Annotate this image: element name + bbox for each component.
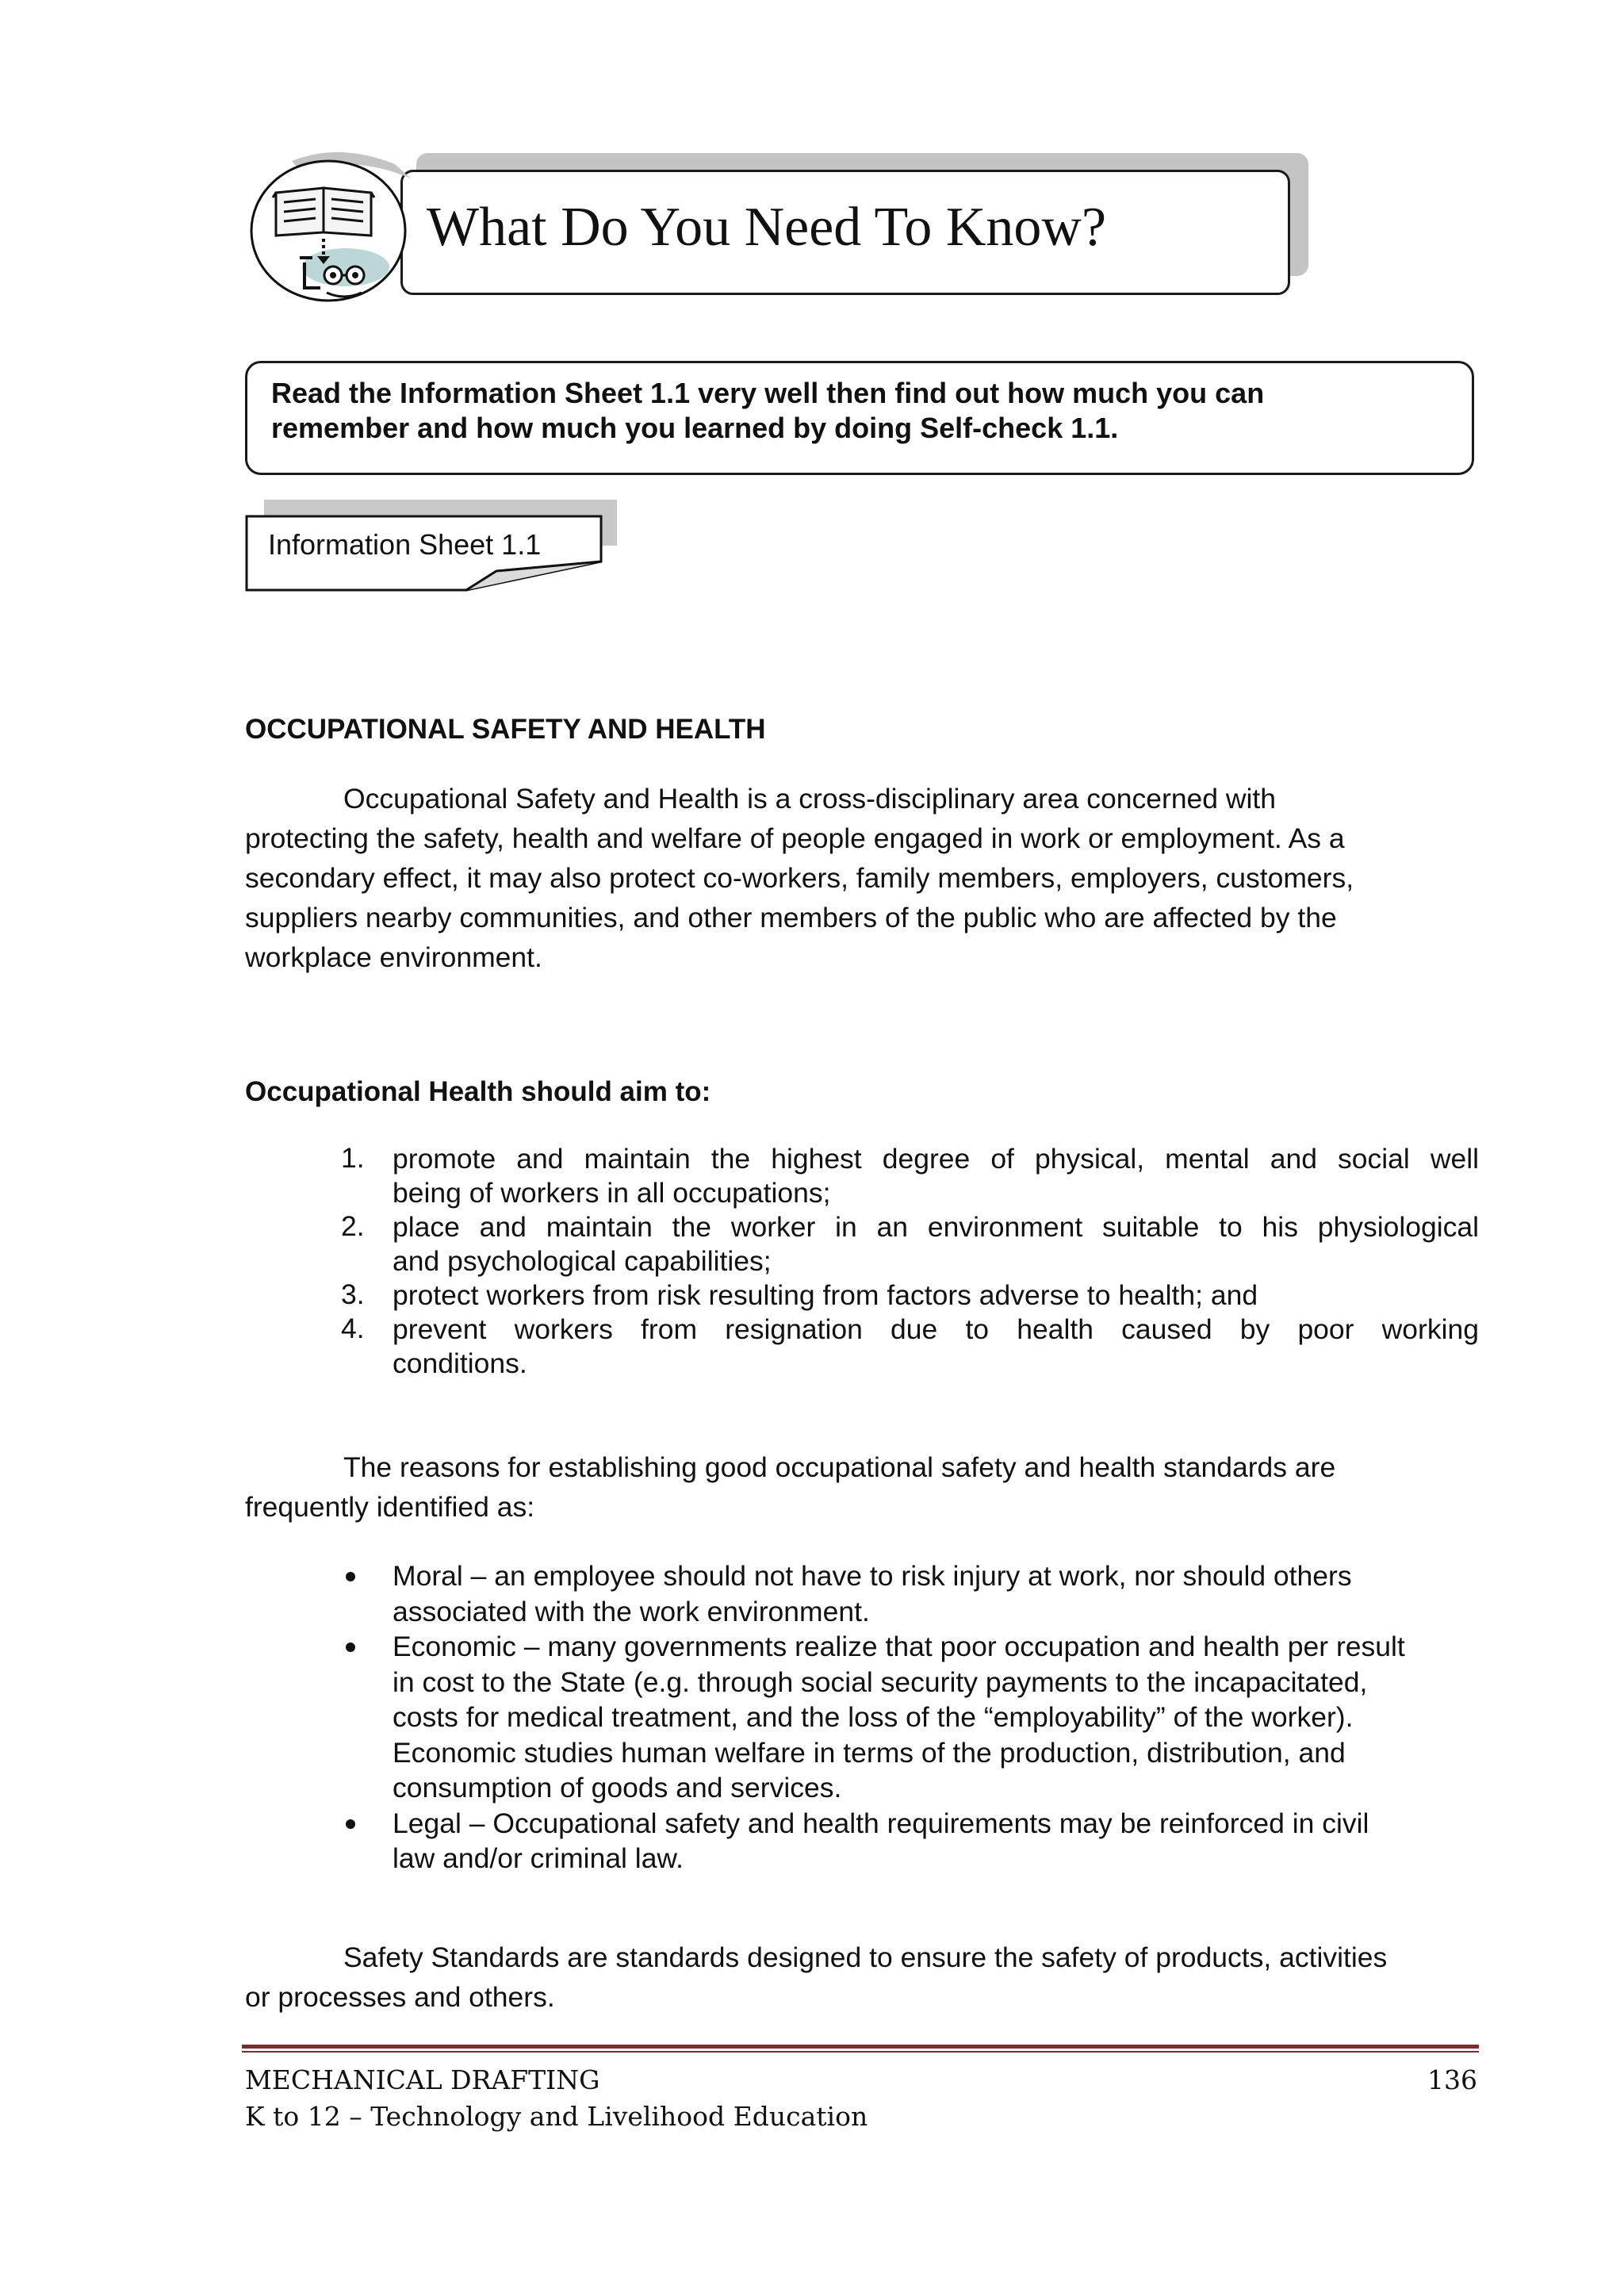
- list-number: 1.: [341, 1142, 365, 1174]
- page-title: What Do You Need To Know?: [427, 197, 1107, 258]
- paragraph-line: frequently identified as:: [245, 1491, 535, 1523]
- info-sheet-label: Information Sheet 1.1: [268, 528, 542, 561]
- aims-list: [341, 1142, 1479, 1381]
- list-line: being of workers in all occupations;: [393, 1177, 831, 1209]
- list-line: prevent workers from resignation due to health caused by poor working: [393, 1313, 1479, 1345]
- list-line: protect workers from risk resulting from factors adverse to health; and: [393, 1279, 1258, 1311]
- list-line: place and maintain the worker in an environment suitable to his physiological: [393, 1211, 1479, 1243]
- list-item: [341, 1142, 1479, 1210]
- instruction-line: Read the Information Sheet 1.1 very well then find out how much you can: [271, 377, 1265, 409]
- paragraph-line: secondary effect, it may also protect co-workers, family members, employers, customers,: [245, 862, 1354, 894]
- list-line: promote and maintain the highest degree of physical, mental and social well: [393, 1143, 1479, 1175]
- list-line: costs for medical treatment, and the loss of the “employability” of the worker).: [393, 1701, 1354, 1733]
- list-item: [341, 1558, 1483, 1629]
- list-item: [341, 1806, 1483, 1876]
- bullet-icon: [346, 1642, 355, 1652]
- footer-rule-thin: [242, 2051, 1479, 2053]
- page-number: 136: [1427, 2064, 1477, 2095]
- reasons-list: [341, 1558, 1483, 1876]
- footer-rule: [242, 2045, 1479, 2049]
- list-item: [341, 1313, 1479, 1381]
- aims-heading: Occupational Health should aim to:: [245, 1076, 711, 1107]
- list-number: 2.: [341, 1210, 365, 1242]
- list-line: Legal – Occupational safety and health requirements may be reinforced in civil: [393, 1807, 1369, 1839]
- reasons-paragraph: [245, 1447, 1482, 1527]
- paragraph-line: Safety Standards are standards designed to ensure the safety of products, activities: [343, 1941, 1388, 1973]
- paragraph-line: The reasons for establishing good occupational safety and health standards are: [343, 1451, 1336, 1483]
- list-line: and psychological capabilities;: [393, 1245, 772, 1277]
- reading-icon: [244, 147, 427, 305]
- list-number: 4.: [341, 1313, 365, 1344]
- footer-subject: MECHANICAL DRAFTING: [245, 2064, 600, 2095]
- list-line: in cost to the State (e.g. through social security payments to the incapacitated,: [393, 1665, 1368, 1698]
- standards-paragraph: [245, 1938, 1482, 2017]
- list-item: [341, 1278, 1479, 1313]
- section-heading: OCCUPATIONAL SAFETY AND HEALTH: [245, 714, 766, 745]
- list-line: law and/or criminal law.: [393, 1842, 684, 1874]
- bullet-icon: [346, 1572, 355, 1581]
- intro-paragraph: [245, 779, 1482, 977]
- paragraph-line: workplace environment.: [245, 941, 542, 973]
- paragraph-line: protecting the safety, health and welfare of people engaged in work or employment. As a: [245, 822, 1345, 854]
- list-item: [341, 1210, 1479, 1278]
- list-line: Economic – many governments realize that poor occupation and health per result: [393, 1631, 1405, 1662]
- list-line: Moral – an employee should not have to risk injury at work, nor should others: [393, 1560, 1352, 1592]
- list-line: Economic studies human welfare in terms of the production, distribution, and: [393, 1736, 1346, 1769]
- paragraph-line: suppliers nearby communities, and other members of the public who are affected by the: [245, 902, 1337, 933]
- list-line: conditions.: [393, 1347, 527, 1379]
- paragraph-line: or processes and others.: [245, 1981, 555, 2013]
- list-line: consumption of goods and services.: [393, 1772, 842, 1803]
- list-number: 3.: [341, 1278, 365, 1310]
- footer-program: K to 12 – Technology and Livelihood Education: [245, 2101, 868, 2132]
- bullet-icon: [346, 1819, 355, 1829]
- instruction-text: [271, 376, 1461, 446]
- paragraph-line: Occupational Safety and Health is a cross-disciplinary area concerned with: [343, 783, 1277, 815]
- list-item: [341, 1629, 1483, 1806]
- list-line: associated with the work environment.: [393, 1595, 870, 1627]
- footer-info: [245, 2062, 868, 2135]
- instruction-line: remember and how much you learned by doing Self-check 1.1.: [271, 412, 1119, 444]
